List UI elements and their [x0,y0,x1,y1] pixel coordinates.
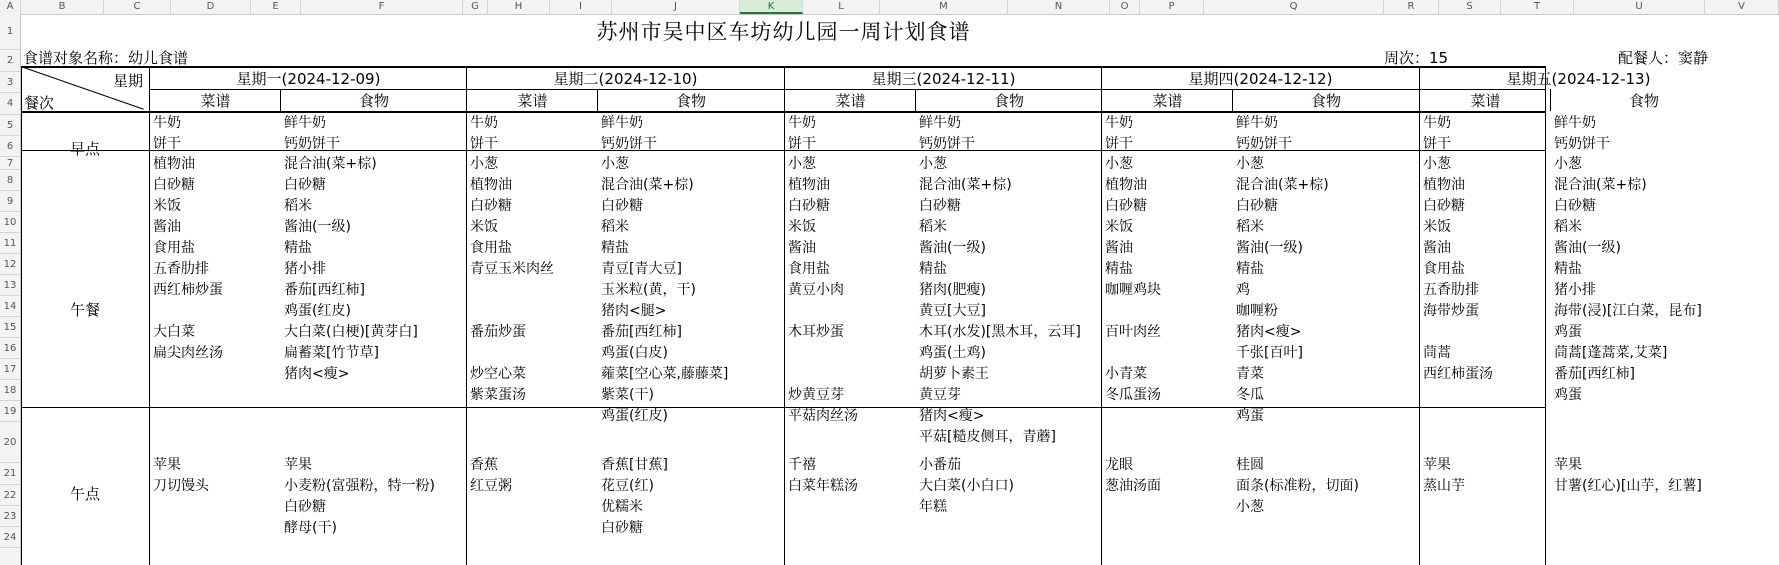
lunch-menu-item[interactable]: 酱油 [1105,240,1133,256]
lunch-menu-item[interactable]: 白砂糖 [470,198,512,214]
lunch-food-item[interactable]: 鸡蛋 [1236,408,1264,424]
lunch-menu-item[interactable]: 精盐 [1105,261,1133,277]
snack-food-item[interactable]: 苹果 [284,457,312,473]
lunch-food-item[interactable]: 稻米 [919,219,947,235]
row-header-24[interactable]: 24 [0,527,20,548]
lunch-menu-item[interactable]: 植物油 [470,177,512,193]
lunch-food-item[interactable]: 鸡 [1236,282,1250,298]
snack-food-item[interactable]: 小葱 [1236,499,1264,515]
breakfast-menu-item[interactable]: 牛奶 [1105,115,1133,131]
lunch-food-item[interactable]: 混合油(菜+棕) [284,156,377,172]
breakfast-food-item[interactable]: 钙奶饼干 [1236,136,1292,152]
grid-line [21,66,22,565]
lunch-menu-item[interactable]: 米饭 [1105,219,1133,235]
breakfast-menu-item[interactable]: 饼干 [470,136,498,152]
lunch-food-item[interactable]: 白砂糖 [1236,198,1278,214]
lunch-food-item[interactable]: 精盐 [919,261,947,277]
lunch-food-item[interactable]: 白砂糖 [1554,198,1596,214]
lunch-menu-item[interactable]: 白砂糖 [1423,198,1465,214]
lunch-food-item[interactable]: 白砂糖 [919,198,961,214]
snack-menu-item[interactable]: 葱油汤面 [1105,478,1161,494]
column-header-d[interactable]: D [171,0,251,14]
lunch-food-item[interactable]: 混合油(菜+棕) [919,177,1012,193]
lunch-food-item[interactable]: 紫菜(干) [601,387,654,403]
lunch-food-item[interactable]: 精盐 [1554,261,1582,277]
lunch-menu-item[interactable]: 米饭 [1423,219,1451,235]
lunch-menu-item[interactable]: 植物油 [1105,177,1147,193]
lunch-food-item[interactable]: 平菇[糙皮侧耳，青蘑] [919,429,1056,445]
column-header-t[interactable]: T [1501,0,1574,14]
column-header-o[interactable]: O [1110,0,1140,14]
column-header-i[interactable]: I [550,0,612,14]
lunch-menu-item[interactable]: 米饭 [788,219,816,235]
lunch-food-item[interactable]: 小葱 [601,156,629,172]
row-header-1[interactable]: 1 [0,14,20,50]
lunch-food-item[interactable]: 冬瓜 [1236,387,1264,403]
lunch-menu-item[interactable]: 米饭 [470,219,498,235]
row-header-5[interactable]: 5 [0,115,20,136]
column-header-v[interactable]: V [1705,0,1779,14]
row-header-7[interactable]: 7 [0,157,20,170]
column-header-n[interactable]: N [1008,0,1110,14]
grid-line [21,66,1545,68]
grid-line [466,66,467,565]
lunch-food-item[interactable]: 番茄[西红柿] [284,282,365,298]
column-header-f[interactable]: F [301,0,463,14]
lunch-menu-item[interactable]: 植物油 [153,156,195,172]
snack-food-item[interactable]: 大白菜(小白口) [919,478,1014,494]
breakfast-food-item[interactable]: 钙奶饼干 [919,136,975,152]
menu-subheader-1[interactable]: 菜谱 [200,92,231,110]
row-header-17[interactable]: 17 [0,359,20,380]
lunch-food-item[interactable]: 酱油(一级) [284,219,351,235]
menu-subheader-2[interactable]: 菜谱 [517,92,548,110]
lunch-menu-item[interactable]: 海带炒蛋 [1423,303,1479,319]
lunch-food-item[interactable]: 混合油(菜+棕) [601,177,694,193]
lunch-menu-item[interactable]: 食用盐 [788,261,830,277]
row-header-16[interactable]: 16 [0,338,20,359]
lunch-food-item[interactable]: 咖喱粉 [1236,303,1278,319]
lunch-menu-item[interactable]: 青豆玉米肉丝 [470,261,554,277]
day-header-4[interactable]: 星期四(2024-12-12) [1188,70,1333,88]
food-subheader-3[interactable]: 食物 [993,92,1024,110]
day-header-2[interactable]: 星期二(2024-12-10) [553,70,698,88]
lunch-food-item[interactable]: 小葱 [1554,156,1582,172]
breakfast-menu-item[interactable]: 饼干 [153,136,181,152]
lunch-food-item[interactable]: 蕹菜[空心菜,藤藤菜] [601,366,729,382]
lunch-menu-item[interactable]: 百叶肉丝 [1105,324,1161,340]
corner-weekday-label[interactable]: 星期 [113,72,144,90]
lunch-food-item[interactable]: 精盐 [1236,261,1264,277]
lunch-menu-item[interactable]: 食用盐 [470,240,512,256]
row-header-22[interactable]: 22 [0,485,20,506]
lunch-food-item[interactable]: 白砂糖 [601,198,643,214]
snack-food-item[interactable]: 年糕 [919,499,947,515]
grid-line [1545,66,1546,565]
week-label[interactable]: 周次：15 [1384,49,1449,67]
lunch-menu-item[interactable]: 白砂糖 [153,177,195,193]
grid-line [149,66,150,565]
sheet-title[interactable]: 苏州市吴中区车坊幼儿园一周计划食谱 [596,20,971,44]
menu-subheader-4[interactable]: 菜谱 [1152,92,1183,110]
lunch-food-item[interactable]: 混合油(菜+棕) [1236,177,1329,193]
meal-label-breakfast[interactable]: 早点 [69,140,100,158]
snack-menu-item[interactable]: 龙眼 [1105,457,1133,473]
snack-menu-item[interactable]: 香蕉 [470,457,498,473]
lunch-menu-item[interactable]: 茼蒿 [1423,345,1451,361]
lunch-food-item[interactable]: 猪肉<瘦> [284,366,350,382]
lunch-menu-item[interactable]: 黄豆小肉 [788,282,844,298]
grid-line [915,89,916,111]
lunch-menu-item[interactable]: 白砂糖 [788,198,830,214]
lunch-menu-item[interactable]: 酱油 [1423,240,1451,256]
column-header-l[interactable]: L [803,0,880,14]
lunch-food-item[interactable]: 稻米 [601,219,629,235]
meal-label-snack[interactable]: 午点 [69,485,100,503]
day-header-5[interactable]: 星期五(2024-12-13) [1506,70,1651,88]
row-header-8[interactable]: 8 [0,170,20,191]
grid-line [784,66,785,565]
lunch-food-item[interactable]: 猪肉<腿> [601,303,667,319]
lunch-menu-item[interactable]: 木耳炒蛋 [788,324,844,340]
row-header-11[interactable]: 11 [0,233,20,254]
menu-subheader-3[interactable]: 菜谱 [835,92,866,110]
lunch-food-item[interactable]: 玉米粒(黄，干) [601,282,696,298]
snack-food-item[interactable]: 小番茄 [919,457,961,473]
lunch-menu-item[interactable]: 白砂糖 [1105,198,1147,214]
grid-line [1101,66,1102,565]
lunch-food-item[interactable]: 胡萝卜素王 [919,366,989,382]
snack-food-item[interactable]: 白砂糖 [284,499,326,515]
lunch-menu-item[interactable]: 大白菜 [153,324,195,340]
lunch-menu-item[interactable]: 小青菜 [1105,366,1147,382]
row-header-4[interactable]: 4 [0,93,20,115]
column-header-j[interactable]: J [612,0,740,14]
lunch-menu-item[interactable]: 植物油 [788,177,830,193]
grid-line [149,89,1545,90]
column-header-g[interactable]: G [463,0,488,14]
lunch-menu-item[interactable]: 米饭 [153,198,181,214]
row-header-18[interactable]: 18 [0,380,20,401]
snack-food-item[interactable]: 香蕉[甘蕉] [601,457,668,473]
lunch-menu-item[interactable]: 五香肋排 [1423,282,1479,298]
breakfast-food-item[interactable]: 鲜牛奶 [1236,115,1278,131]
lunch-food-item[interactable]: 黄豆[大豆] [919,303,986,319]
lunch-food-item[interactable]: 鸡蛋 [1554,324,1582,340]
snack-menu-item[interactable]: 蒸山芋 [1423,478,1465,494]
lunch-food-item[interactable]: 精盐 [601,240,629,256]
lunch-menu-item[interactable]: 小葱 [1105,156,1133,172]
column-header-u[interactable]: U [1574,0,1705,14]
breakfast-menu-item[interactable]: 饼干 [1423,136,1451,152]
lunch-menu-item[interactable]: 食用盐 [153,240,195,256]
lunch-food-item[interactable]: 青豆[青大豆] [601,261,682,277]
lunch-food-item[interactable]: 猪小排 [1554,282,1596,298]
breakfast-menu-item[interactable]: 牛奶 [470,115,498,131]
food-subheader-4[interactable]: 食物 [1310,92,1341,110]
lunch-menu-item[interactable]: 小葱 [1423,156,1451,172]
snack-food-item[interactable]: 花豆(红) [601,478,654,494]
snack-food-item[interactable]: 桂圆 [1236,457,1264,473]
lunch-food-item[interactable]: 扁蓄菜[竹节草] [284,345,379,361]
lunch-food-item[interactable]: 小葱 [919,156,947,172]
lunch-menu-item[interactable]: 番茄炒蛋 [470,324,526,340]
spreadsheet-grid [21,15,1779,565]
lunch-food-item[interactable]: 番茄[西红柿] [1554,366,1635,382]
lunch-menu-item[interactable]: 酱油 [788,240,816,256]
column-header-c[interactable]: C [104,0,171,14]
lunch-food-item[interactable]: 小葱 [1236,156,1264,172]
lunch-menu-item[interactable]: 冬瓜蛋汤 [1105,387,1161,403]
lunch-menu-item[interactable]: 植物油 [1423,177,1465,193]
lunch-menu-item[interactable]: 食用盐 [1423,261,1465,277]
breakfast-food-item[interactable]: 鲜牛奶 [601,115,643,131]
lunch-food-item[interactable]: 酱油(一级) [919,240,986,256]
lunch-food-item[interactable]: 猪肉<瘦> [919,408,985,424]
row-header-6[interactable]: 6 [0,136,20,157]
lunch-food-item[interactable]: 稻米 [1554,219,1582,235]
lunch-menu-item[interactable]: 咖喱鸡块 [1105,282,1161,298]
row-header-14[interactable]: 14 [0,296,20,317]
lunch-food-item[interactable]: 海带(浸)[江白菜，昆布] [1554,303,1702,319]
lunch-menu-item[interactable]: 西红柿炒蛋 [153,282,223,298]
lunch-menu-item[interactable]: 西红柿蛋汤 [1423,366,1493,382]
row-header-21[interactable]: 21 [0,463,20,485]
column-header-r[interactable]: R [1384,0,1439,14]
snack-food-item[interactable]: 酵母(干) [284,520,337,536]
grid-line [597,89,598,111]
breakfast-menu-item[interactable]: 牛奶 [153,115,181,131]
lunch-food-item[interactable]: 千张[百叶] [1236,345,1303,361]
lunch-food-item[interactable]: 鸡蛋 [1554,387,1582,403]
lunch-food-item[interactable]: 混合油(菜+棕) [1554,177,1647,193]
column-header-m[interactable]: M [880,0,1008,14]
food-subheader-1[interactable]: 食物 [358,92,389,110]
lunch-food-item[interactable]: 鸡蛋(白皮) [601,345,668,361]
lunch-food-item[interactable]: 稻米 [284,198,312,214]
breakfast-menu-item[interactable]: 牛奶 [788,115,816,131]
grid-line [1419,66,1420,565]
lunch-food-item[interactable]: 猪小排 [284,261,326,277]
column-header-e[interactable]: E [251,0,301,14]
lunch-menu-item[interactable]: 小葱 [470,156,498,172]
column-header-b[interactable]: B [21,0,104,14]
lunch-food-item[interactable]: 木耳(水发)[黑木耳，云耳] [919,324,1081,340]
column-header-a[interactable]: A [0,0,21,14]
lunch-menu-item[interactable]: 五香肋排 [153,261,209,277]
meal-label-lunch[interactable]: 午餐 [69,301,100,319]
lunch-menu-item[interactable]: 紫菜蛋汤 [470,387,526,403]
grid-line [21,111,1545,113]
grid-line [21,407,1545,408]
row-header-20[interactable]: 20 [0,422,20,463]
snack-menu-item[interactable]: 红豆粥 [470,478,512,494]
snack-menu-item[interactable]: 千禧 [788,457,816,473]
breakfast-food-item[interactable]: 钙奶饼干 [1554,136,1610,152]
column-header-k[interactable]: K [740,0,803,14]
menu-subheader-5[interactable]: 菜谱 [1470,92,1501,110]
lunch-food-item[interactable]: 青菜 [1236,366,1264,382]
breakfast-food-item[interactable]: 钙奶饼干 [284,136,340,152]
row-header-19[interactable]: 19 [0,401,20,422]
breakfast-menu-item[interactable]: 饼干 [1105,136,1133,152]
lunch-food-item[interactable]: 白砂糖 [284,177,326,193]
lunch-menu-item[interactable]: 平菇肉丝汤 [788,408,858,424]
snack-menu-item[interactable]: 苹果 [153,457,181,473]
grid-line [280,89,281,111]
lunch-food-item[interactable]: 精盐 [284,240,312,256]
snack-menu-item[interactable]: 白菜年糕汤 [788,478,858,494]
snack-menu-item[interactable]: 苹果 [1423,457,1451,473]
lunch-menu-item[interactable]: 扁尖肉丝汤 [153,345,223,361]
row-header-3[interactable]: 3 [0,72,20,93]
lunch-food-item[interactable]: 大白菜(白梗)[黄芽白] [284,324,418,340]
target-label[interactable]: 食谱对象名称：幼儿食谱 [23,49,189,67]
breakfast-food-item[interactable]: 鲜牛奶 [1554,115,1596,131]
grid-line [1550,89,1551,111]
corner-meal-label[interactable]: 餐次 [24,94,55,112]
lunch-food-item[interactable]: 猪肉<瘦> [1236,324,1302,340]
breakfast-food-item[interactable]: 钙奶饼干 [601,136,657,152]
day-header-3[interactable]: 星期三(2024-12-11) [871,70,1016,88]
row-header-9[interactable]: 9 [0,191,20,212]
row-header-23[interactable]: 23 [0,506,20,527]
snack-food-item[interactable]: 面条(标准粉，切面) [1236,478,1359,494]
row-header-13[interactable]: 13 [0,275,20,296]
lunch-menu-item[interactable]: 炒黄豆芽 [788,387,844,403]
lunch-menu-item[interactable]: 炒空心菜 [470,366,526,382]
lunch-food-item[interactable]: 鸡蛋(红皮) [284,303,351,319]
food-subheader-5[interactable]: 食物 [1628,92,1659,110]
lunch-food-item[interactable]: 酱油(一级) [1554,240,1621,256]
lunch-food-item[interactable]: 稻米 [1236,219,1264,235]
row-header-10[interactable]: 10 [0,212,20,233]
column-header-h[interactable]: H [488,0,550,14]
food-subheader-2[interactable]: 食物 [675,92,706,110]
breakfast-food-item[interactable]: 鲜牛奶 [284,115,326,131]
snack-food-item[interactable]: 苹果 [1554,457,1582,473]
column-header-q[interactable]: Q [1204,0,1384,14]
breakfast-menu-item[interactable]: 牛奶 [1423,115,1451,131]
row-header-15[interactable]: 15 [0,317,20,338]
snack-food-item[interactable]: 小麦粉(富强粉，特一粉) [284,478,435,494]
grid-line [1232,89,1233,111]
lunch-food-item[interactable]: 鸡蛋(土鸡) [919,345,986,361]
breakfast-menu-item[interactable]: 饼干 [788,136,816,152]
snack-food-item[interactable]: 白砂糖 [601,520,643,536]
row-header-2[interactable]: 2 [0,50,20,72]
day-header-1[interactable]: 星期一(2024-12-09) [236,70,381,88]
staff-label[interactable]: 配餐人：窦静 [1618,49,1709,67]
lunch-food-item[interactable]: 茼蒿[蓬蒿菜,艾菜] [1554,345,1668,361]
breakfast-food-item[interactable]: 鲜牛奶 [919,115,961,131]
row-header-12[interactable]: 12 [0,254,20,275]
column-header-bar [0,0,1779,15]
row-header-bar [0,14,21,565]
lunch-menu-item[interactable]: 酱油 [153,219,181,235]
lunch-food-item[interactable]: 酱油(一级) [1236,240,1303,256]
lunch-food-item[interactable]: 黄豆芽 [919,387,961,403]
column-header-s[interactable]: S [1439,0,1501,14]
grid-line [21,150,1545,151]
snack-menu-item[interactable]: 刀切馒头 [153,478,209,494]
snack-food-item[interactable]: 甘薯(红心)[山芋，红薯] [1554,478,1702,494]
lunch-food-item[interactable]: 猪肉(肥瘦) [919,282,986,298]
lunch-food-item[interactable]: 鸡蛋(红皮) [601,408,668,424]
column-header-p[interactable]: P [1140,0,1204,14]
snack-food-item[interactable]: 优糯米 [601,499,643,515]
lunch-menu-item[interactable]: 小葱 [788,156,816,172]
lunch-food-item[interactable]: 番茄[西红柿] [601,324,682,340]
